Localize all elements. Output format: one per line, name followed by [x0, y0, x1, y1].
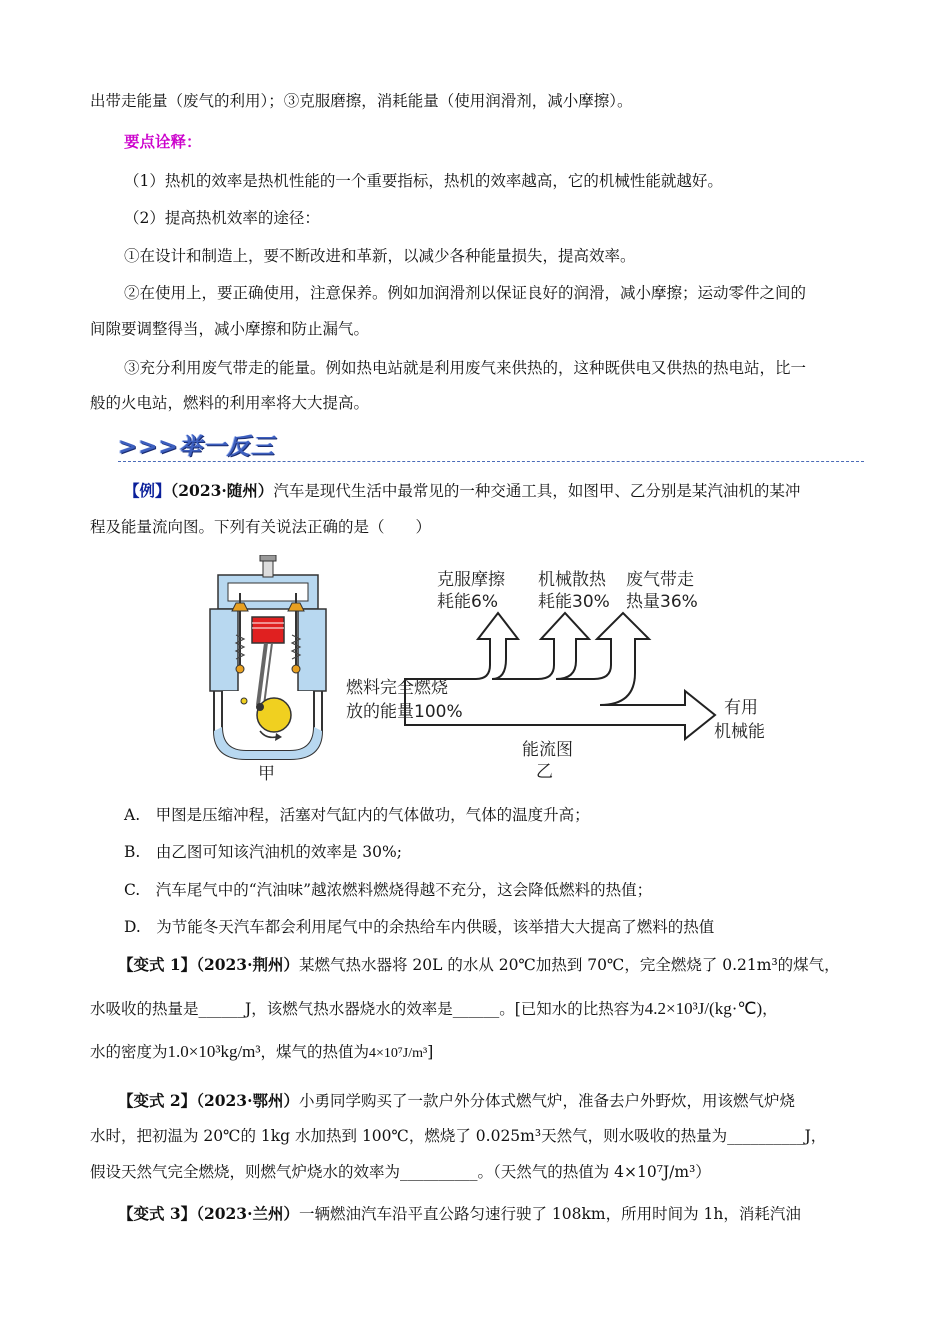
useful-value: 机械能 — [714, 722, 765, 742]
variant2-line: 假设天然气完全燃烧，则燃气炉烧水的效率为__________。（天然气的热值为 4×10⁷J/m³） — [90, 1163, 711, 1181]
example-source: （2023·随州） — [170, 481, 274, 500]
section-banner: >>>举一反三 — [118, 434, 275, 460]
variant1-line — [90, 1043, 433, 1061]
option-b: B. 由乙图可知该汽油机的效率是 30%; — [124, 843, 402, 861]
text-line: ①在设计和制造上，要不断改进和革新，以减少各种能量损失，提高效率。 — [124, 247, 636, 265]
text-line: 般的火电站，燃料的利用率将大大提高。 — [90, 394, 370, 412]
banner-divider — [118, 461, 864, 462]
example-line — [124, 483, 800, 500]
variant1-line — [118, 957, 840, 974]
variant1-text: ] — [427, 1043, 434, 1061]
engine-diagram — [210, 555, 326, 759]
variant1-text: 某燃气热水器将 20L 的水从 20℃加热到 70℃，完全燃烧了 0.21m³的煤气， — [298, 956, 840, 974]
variant2-line — [118, 1093, 795, 1110]
figure-yi-label: 乙 — [536, 762, 553, 782]
option-d: D. 为节能冬天汽车都会利用尾气中的余热给车内供暖，该举措大大提高了燃料的热值 — [124, 918, 715, 936]
variant1-tag: 【变式 1】 — [118, 955, 197, 974]
text-line: （1）热机的效率是热机性能的一个重要指标，热机的效率越高，它的机械性能就越好。 — [124, 172, 723, 190]
option-c: C. 汽车尾气中的“汽油味”越浓燃料燃烧得越不充分，这会降低燃料的热值； — [124, 881, 653, 899]
example-tag: 【例】 — [124, 481, 171, 500]
figure-caption: 能流图 — [522, 740, 573, 760]
variant3-source: （2023·兰州） — [196, 1204, 299, 1223]
text-line: （2）提高热机效率的途径： — [124, 209, 320, 227]
density-formula: 1.0×10³kg/m³ — [167, 1042, 261, 1061]
variant2-text: 小勇同学购买了一款户外分体式燃气炉，准备去户外野炊，用该燃气炉烧 — [298, 1092, 795, 1110]
variant1-source: （2023·荆州） — [196, 955, 299, 974]
engine-energy-figure — [200, 555, 820, 785]
input-label: 燃料完全燃烧 — [346, 678, 448, 698]
useful-label: 有用 — [724, 698, 758, 718]
heat-value-formula: 4×10⁷J/m³ — [369, 1046, 428, 1061]
input-value: 放的能量100% — [346, 702, 463, 722]
variant1-text: 水的密度为 — [90, 1043, 168, 1061]
variant2-source: （2023·鄂州） — [196, 1091, 299, 1110]
text-line: ②在使用上，要正确使用，注意保养。例如加润滑剂以保证良好的润滑，减小摩擦；运动零件之间的 — [124, 284, 807, 302]
out2-label: 机械散热 — [538, 570, 606, 590]
variant1-line — [90, 1000, 778, 1018]
variant2-tag: 【变式 2】 — [118, 1091, 197, 1110]
variant2-line: 水时，把初温为 20℃的 1kg 水加热到 100℃，燃烧了 0.025m³天然气，则水吸收的热量为__________J， — [90, 1127, 827, 1145]
out2-value: 耗能30% — [538, 592, 610, 612]
variant3-text: 一辆燃油汽车沿平直公路匀速行驶了 108km，所用时间为 1h，消耗汽油 — [298, 1205, 801, 1223]
specific-heat-formula: 4.2×10³J/(kg·℃) — [644, 999, 763, 1018]
out1-label: 克服摩擦 — [437, 570, 505, 590]
key-points-title: 要点诠释： — [124, 132, 202, 151]
variant3-tag: 【变式 3】 — [118, 1204, 197, 1223]
example-text: 汽车是现代生活中最常见的一种交通工具，如图甲、乙分别是某汽油机的某冲 — [273, 482, 801, 500]
variant1-text: ， — [762, 1000, 778, 1018]
text-line: 出带走能量（废气的利用）；③克服磨擦，消耗能量（使用润滑剂，减小摩擦）。 — [90, 92, 633, 110]
variant1-text: 水吸收的热量是______J，该燃气热水器烧水的效率是______。[已知水的比热容为 — [90, 1000, 645, 1018]
variant3-line — [118, 1206, 801, 1223]
text-line: ③充分利用废气带走的能量。例如热电站就是利用废气来供热的，这种既供电又供热的热电站，比一 — [124, 359, 807, 377]
out3-label: 废气带走 — [626, 570, 694, 590]
figure-jia-label: 甲 — [258, 764, 275, 784]
out1-value: 耗能6% — [437, 592, 498, 612]
example-line: 程及能量流向图。下列有关说法正确的是（ ） — [90, 518, 432, 536]
out3-value: 热量36% — [626, 592, 698, 612]
variant1-text: ，煤气的热值为 — [260, 1043, 370, 1061]
option-a: A. 甲图是压缩冲程，活塞对气缸内的气体做功，气体的温度升高； — [124, 806, 590, 824]
text-line: 间隙要调整得当，减小摩擦和防止漏气。 — [90, 320, 370, 338]
